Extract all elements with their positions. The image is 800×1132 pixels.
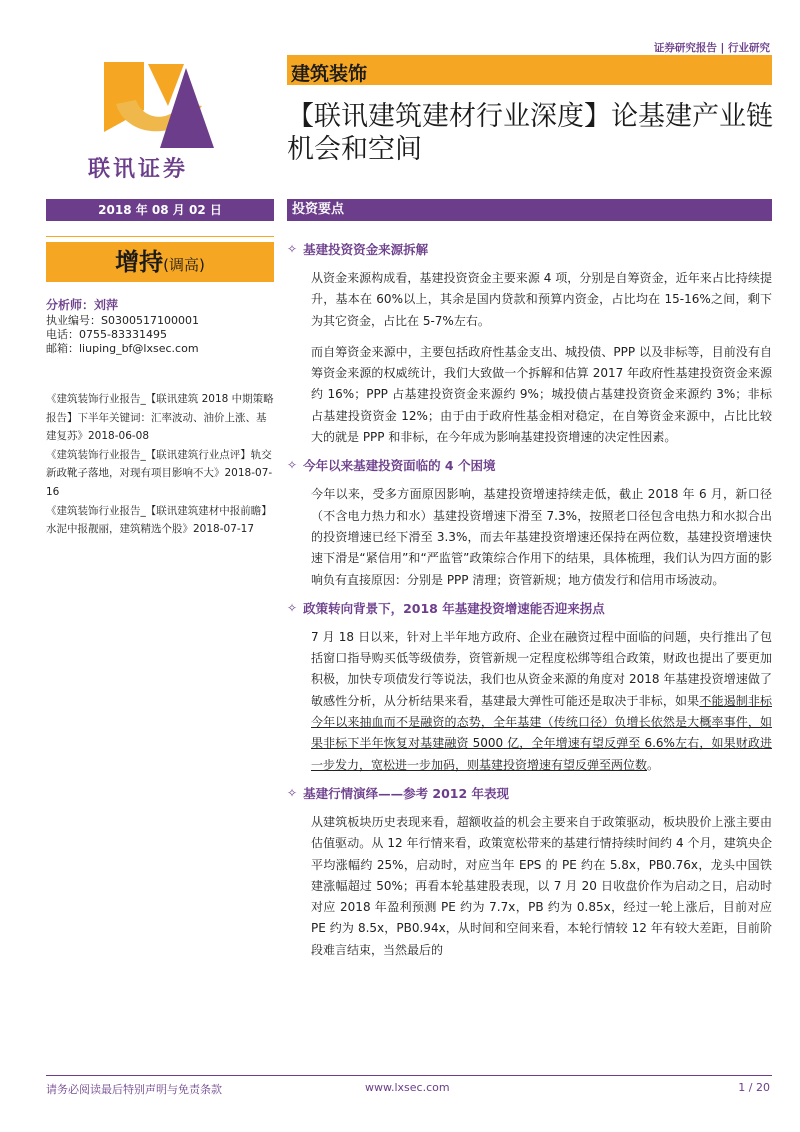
section-paragraph: 7 月 18 日以来，针对上半年地方政府、企业在融资过程中面临的问题，央行推出了包括窗口指导购买低等级债券，资管新规一定程度松绑等组合政策，财政也提出了要更加积极，加快专项债发行等说法，我们也从资金来源的角度对 2018 年基建投资增速做了敏感性分析，从分析结果来看，基建最大弹性可能还是取决于非标，如果不能遏制非标今年以来抽血而不是融资的态势，全年基建（传统口径）负增长依然是大概率事件，如果非标下半年恢复对基建融资 5000 亿，全年增速有望反弹至 6.6%左右，如果财政进一步发力，宽松进一步加码，则基建投资增速有望反弹至两位数。 <box>311 629 772 772</box>
section-paragraph: 从建筑板块历史表现来看，超额收益的机会主要来自于政策驱动，板块股价上涨主要由估值驱动。从 12 年行情来看，政策宽松带来的基建行情持续时间约 4 个月，建筑央企平均涨幅约 25%，启动时，对应当年 EPS 的 PE 约在 5.8x，PB0.76x，龙头中国铁建涨幅超过 50%；再看本轮基建股表现，以 7 月 20 日收盘价作为启动之日，启动时对应 2018 年盈利预测 PE 约为 7.7x，PB 约为 0.85x，经过一轮上涨后，目前对应 PE 约为 8.5x，PB0.94x，从时间和空间来看，本轮行情较 12 年有较大差距，目前阶段难言结束，当然最后的 <box>311 814 772 957</box>
related-report-item: 《建筑装饰行业报告_【联讯建筑行业点评】轨交新政靴子落地，对现有项目影响不大》2018-07-16 <box>46 448 273 498</box>
diamond-bullet-icon: ✧ <box>287 600 298 615</box>
analyst-info <box>46 314 199 356</box>
rating-badge <box>46 242 274 282</box>
analyst-email: 邮箱：liuping_bf@lxsec.com <box>46 342 199 355</box>
sector-banner <box>287 55 772 85</box>
diamond-bullet-icon: ✧ <box>287 242 298 256</box>
report-title: 【联讯建筑建材行业深度】论基建产业链机会和空间 <box>287 101 773 165</box>
section-heading: ✧ 政策转向背景下，2018 年基建投资增速能否迎来拐点 <box>287 600 605 616</box>
company-logo-text: 联讯证券 <box>88 157 189 182</box>
highlighted-conclusion: 不能遏制非标今年以来抽血而不是融资的态势，全年基建（传统口径）负增长依然是大概率事件，如果非标下半年恢复对基建融资 5000 亿，全年增速有望反弹至 6.6%左右，如果财政进一步发力，宽松进一步加码，则基建投资增速有望反弹至两位数 <box>311 693 772 772</box>
related-report-item: 《建筑装饰行业报告_【联讯建筑 2018 中期策略报告】下半年关键词：汇率波动、油价上涨、基建复苏》2018-06-08 <box>46 393 274 443</box>
section-heading: ✧ 基建行情演绎——参考 2012 年表现 <box>287 785 510 801</box>
footer-divider <box>46 1075 772 1076</box>
rating-sub: (调高) <box>163 256 205 274</box>
related-reports <box>46 390 276 539</box>
rating-divider <box>46 236 274 237</box>
report-type-tag: 证券研究报告 | 行业研究 <box>653 42 770 54</box>
report-date: 2018 年 08 月 02 日 <box>46 199 274 221</box>
main-content <box>287 238 772 961</box>
diamond-bullet-icon: ✧ <box>287 785 298 800</box>
diamond-bullet-icon: ✧ <box>287 458 298 473</box>
analyst-phone: 电话：0755-83331495 <box>46 328 167 341</box>
investment-points-header: 投资要点 <box>287 199 772 221</box>
rating-main: 增持 <box>115 248 164 276</box>
analyst-cert: 执业编号：S0300517100001 <box>46 314 199 327</box>
section-paragraph: 而自筹资金来源中，主要包括政府性基金支出、城投债、PPP 以及非标等，目前没有自筹资金来源的权威统计，我们大致做一个拆解和估算 2017 年政府性基建投资资金来源约 16%；PPP 占基建投资资金来源约 9%；城投债占基建投资资金来源约 3%；非标占基建投资资金 12%；由于由于政府性基金相对稳定，在自筹资金来源中，占比比较大的就是 PPP 和非标，在今年成为影响基建投资增速的决定性因素。 <box>311 344 772 445</box>
sector-label: 建筑装饰 <box>291 63 368 85</box>
section-heading: ✧ 基建投资资金来源拆解 <box>287 242 429 257</box>
footer-website: www.lxsec.com <box>365 1081 450 1094</box>
section-paragraph: 今年以来，受多方面原因影响，基建投资增速持续走低，截止 2018 年 6 月，新口径（不含电力热力和水）基建投资增速下滑至 7.3%，按照老口径包含电热力和水拟合出的投资增速已经下滑至 3.3%，而去年基建投资增速还保持在两位数，基建投资增速快速下滑是“紧信用”和“严监管”政策综合作用下的结果，具体梳理，我们认为四方面的影响负有直接原因：分别是 PPP 清理；资管新规；地方债发行和信用市场波动。 <box>311 487 772 587</box>
section-paragraph: 从资金来源构成看，基建投资资金主要来源 4 项，分别是自筹资金，近年来占比持续提升，基本在 60%以上，其余是国内贷款和预算内资金，占比均在 15-16%之间，剩下为其它资金，占比在 5-7%左右。 <box>311 271 772 328</box>
footer-disclaimer: 请务必阅读最后特别声明与免责条款 <box>46 1083 222 1096</box>
section-heading: ✧ 今年以来基建投资面临的 4 个困境 <box>287 458 496 474</box>
related-report-item: 《建筑装饰行业报告_【联讯建筑建材中报前瞻】水泥中报靓丽，建筑精选个股》2018-07-17 <box>46 504 272 536</box>
page-number: 1 / 20 <box>738 1081 770 1094</box>
analyst-name: 分析师：刘萍 <box>46 298 119 312</box>
